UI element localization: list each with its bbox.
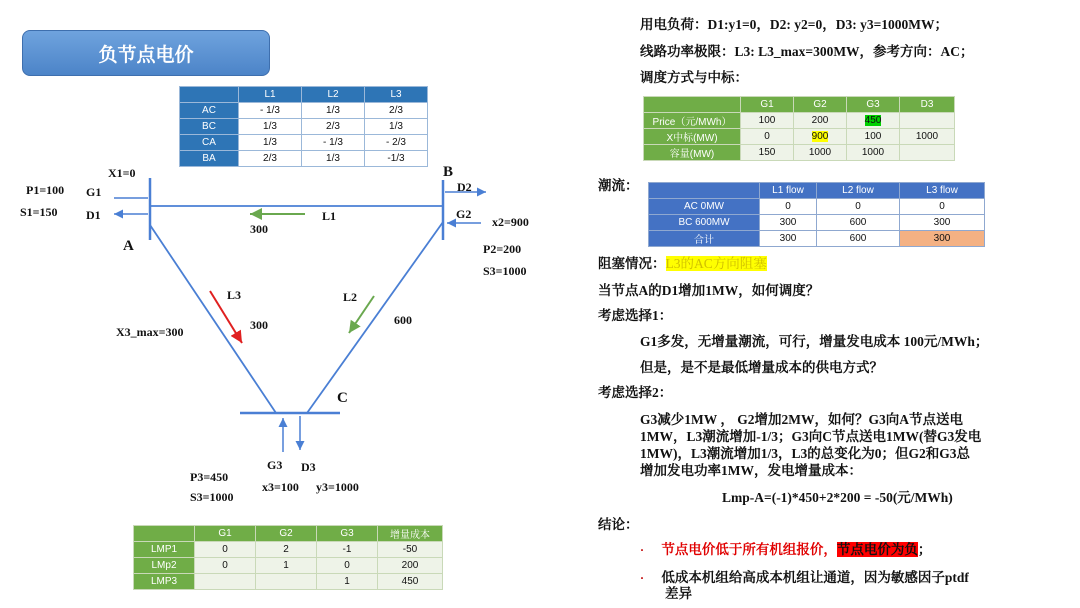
congestion-label: 阻塞情况：: [598, 256, 666, 271]
lmp-header-cost: 增量成本: [378, 526, 443, 542]
option2-line3: 1MW)，L3潮流增加1/3，L3的总变化为0；但G2和G3总: [640, 446, 970, 461]
bullet-1: ·: [640, 543, 645, 557]
table-row: [134, 558, 443, 574]
table-cell: 450: [378, 574, 443, 590]
conclusion2-line1: 低成本机组给高成本机组让通道，因为敏感因子ptdf: [661, 570, 969, 585]
table-cell: 1/3: [365, 119, 428, 135]
table-cell: LMP1: [134, 542, 195, 558]
table-cell: [256, 574, 317, 590]
table-cell: 1/3: [302, 151, 365, 167]
table-cell: 150: [741, 145, 794, 161]
p2-label: P2=200: [483, 242, 522, 256]
flow-header-l3: L3 flow: [900, 183, 985, 199]
table-cell: 1/3: [239, 119, 302, 135]
table-cell: 300: [900, 231, 985, 247]
g2-dispatch-highlight: 900: [811, 131, 829, 142]
d3-label: D3: [301, 460, 316, 474]
table-cell: 1/3: [239, 135, 302, 151]
l1-label: L1: [322, 209, 337, 223]
table-row: [649, 215, 985, 231]
conclusion1-red: 节点电价低于所有机组报价，: [661, 542, 837, 557]
s1-label: S1=150: [20, 205, 58, 219]
option1-line1: G1多发，无增量潮流，可行，增量发电成本 100元/MWh；: [640, 334, 989, 349]
y3-label: y3=1000: [316, 480, 359, 494]
d1-label: D1: [86, 208, 101, 222]
lmp-header-g3: G3: [317, 526, 378, 542]
formula-line: Lmp-A=(-1)*450+2*200 = -50(元/MWh): [722, 490, 953, 505]
l3-flow-value: 300: [250, 318, 268, 332]
table-cell: BC 600MW: [649, 215, 760, 231]
load-line: 用电负荷：D1:y1=0，D2: y2=0，D3: y3=1000MW；: [640, 17, 949, 32]
conclusion-item-1: [640, 542, 931, 558]
conclusion-item-2: [640, 570, 969, 586]
conclusion1-end: ；: [917, 542, 932, 557]
lmp-header-g2: G2: [256, 526, 317, 542]
table-cell: 300: [900, 215, 985, 231]
table-cell: BA: [180, 151, 239, 167]
x3-max-label: X3_max=300: [116, 325, 184, 339]
table-cell: LMP3: [134, 574, 195, 590]
table-cell: -1: [317, 542, 378, 558]
bullet-2: ·: [640, 571, 645, 585]
gen-header-row: [644, 97, 955, 113]
option2-label: 考虑选择2：: [598, 385, 673, 400]
table-cell: 0: [317, 558, 378, 574]
l1-flow-value: 300: [250, 222, 268, 236]
table-cell: 1: [256, 558, 317, 574]
page-title: 负节点电价: [98, 43, 194, 66]
option2-line1: G3减少1MW ， G2增加2MW，如何？G3向A节点送电: [640, 412, 963, 427]
flow-header-l1: L1 flow: [760, 183, 817, 199]
table-cell: 容量(MW): [644, 145, 741, 161]
table-cell: 2/3: [365, 103, 428, 119]
flow-label: 潮流：: [598, 178, 639, 193]
lmp-header-row: [134, 526, 443, 542]
table-cell: 200: [378, 558, 443, 574]
table-cell: LMp2: [134, 558, 195, 574]
x2-label: x2=900: [492, 215, 529, 229]
x1-label: X1=0: [108, 166, 136, 180]
conclusion2-line2: 差异: [665, 586, 692, 601]
flow-header-row: [649, 183, 985, 199]
d2-label: D2: [457, 180, 472, 194]
flow-header-l2: L2 flow: [817, 183, 900, 199]
table-cell: -50: [378, 542, 443, 558]
g3-price-highlight: 450: [864, 115, 882, 126]
option2-line2: 1MW，L3潮流增加-1/3；G3向C节点送电1MW(替G3发电: [640, 429, 982, 444]
table-cell: 0: [900, 199, 985, 215]
table-cell: AC: [180, 103, 239, 119]
table-cell: 0: [195, 542, 256, 558]
gen-header-d3: D3: [900, 97, 955, 113]
x3-label: x3=100: [262, 480, 299, 494]
table-cell: - 1/3: [239, 103, 302, 119]
ptdf-header-l3: L3: [365, 87, 428, 103]
table-cell: [900, 145, 955, 161]
table-cell: - 2/3: [365, 135, 428, 151]
option1-line2: 但是，是不是最低增量成本的供电方式？: [640, 360, 883, 375]
table-cell: 1/3: [302, 103, 365, 119]
table-row: [134, 542, 443, 558]
table-cell: 合计: [649, 231, 760, 247]
table-cell: [794, 129, 847, 145]
table-cell: BC: [180, 119, 239, 135]
table-row: [644, 129, 955, 145]
table-cell: - 1/3: [302, 135, 365, 151]
table-cell: 1: [317, 574, 378, 590]
table-cell: 100: [847, 129, 900, 145]
gen-header-corner: [644, 97, 741, 113]
gen-table: [643, 96, 955, 161]
table-row: [649, 199, 985, 215]
lmp-table: [133, 525, 443, 590]
flow-header-corner: [649, 183, 760, 199]
lmp-header-corner: [134, 526, 195, 542]
table-cell: Price（元/MWh）: [644, 113, 741, 129]
table-cell: 2: [256, 542, 317, 558]
table-cell: 1000: [847, 145, 900, 161]
limit-line: 线路功率极限：L3: L3_max=300MW，参考方向：AC；: [640, 44, 974, 59]
table-cell: AC 0MW: [649, 199, 760, 215]
table-row: [644, 145, 955, 161]
table-cell: 600: [817, 215, 900, 231]
table-cell: 200: [794, 113, 847, 129]
table-cell: [195, 574, 256, 590]
table-cell: 100: [741, 113, 794, 129]
question-line: 当节点A的D1增加1MW，如何调度？: [598, 283, 820, 298]
congestion-value: L3的AC方向阻塞: [665, 256, 767, 271]
table-cell: CA: [180, 135, 239, 151]
gen-header-g2: G2: [794, 97, 847, 113]
l3-label: L3: [227, 288, 242, 302]
line-l2: [307, 222, 443, 413]
table-row: [134, 574, 443, 590]
table-cell: [900, 113, 955, 129]
l2-flow-value: 600: [394, 313, 412, 327]
table-cell: 2/3: [239, 151, 302, 167]
g2-label: G2: [456, 207, 472, 221]
network-diagram: [0, 0, 560, 520]
table-row: [644, 113, 955, 129]
table-cell: 0: [817, 199, 900, 215]
p3-label: P3=450: [190, 470, 229, 484]
flow-table: [648, 182, 985, 247]
table-cell: X中标(MW): [644, 129, 741, 145]
s3-b-label: S3=1000: [483, 264, 527, 278]
table-cell: 0: [760, 199, 817, 215]
option2-line4: 增加发电功率1MW，发电增量成本：: [640, 463, 862, 478]
table-cell: [847, 113, 900, 129]
gen-header-g1: G1: [741, 97, 794, 113]
node-b-label: B: [443, 164, 454, 180]
gen-header-g3: G3: [847, 97, 900, 113]
s3-label: S3=1000: [190, 490, 234, 504]
table-row: [649, 231, 985, 247]
table-cell: -1/3: [365, 151, 428, 167]
table-cell: 300: [760, 231, 817, 247]
l2-label: L2: [343, 290, 358, 304]
table-cell: 0: [195, 558, 256, 574]
option1-label: 考虑选择1：: [598, 308, 673, 323]
table-cell: 0: [741, 129, 794, 145]
p1-label: P1=100: [26, 183, 65, 197]
table-cell: 2/3: [302, 119, 365, 135]
lmp-header-g1: G1: [195, 526, 256, 542]
table-cell: 300: [760, 215, 817, 231]
ptdf-header-l2: L2: [302, 87, 365, 103]
conclusion-label: 结论：: [598, 517, 639, 532]
table-cell: 600: [817, 231, 900, 247]
node-c-label: C: [337, 390, 348, 406]
ptdf-header-l1: L1: [239, 87, 302, 103]
conclusion1-highlight: 节点电价为负: [836, 542, 918, 557]
table-cell: 1000: [794, 145, 847, 161]
table-cell: 1000: [900, 129, 955, 145]
g3-label: G3: [267, 458, 283, 472]
congestion-row: [598, 256, 767, 272]
node-a-label: A: [123, 238, 134, 254]
g1-label: G1: [86, 185, 102, 199]
dispatch-line: 调度方式与中标：: [640, 70, 748, 85]
